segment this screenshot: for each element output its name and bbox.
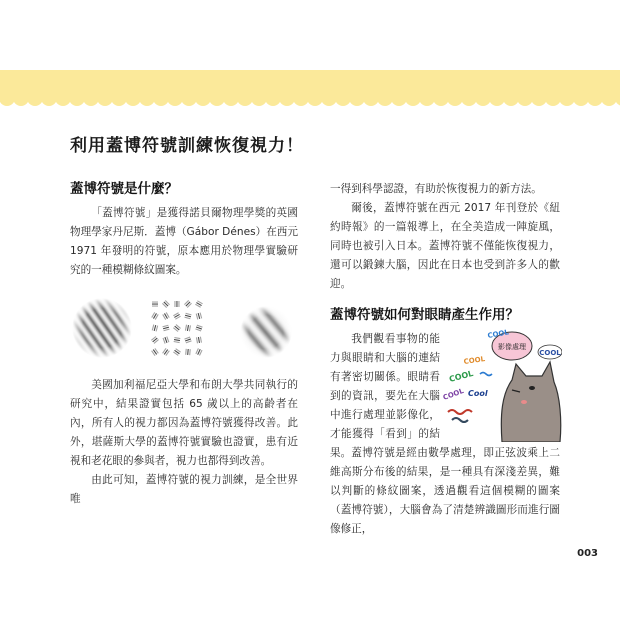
cool-word-1: COOL [539,349,561,357]
gabor-patch-small [229,295,300,368]
gabor-mini-patch [184,337,191,344]
gabor-mini-patch [173,348,181,356]
gabor-mini-patch [195,325,202,332]
gabor-patch-figures [70,290,300,370]
bubble-label: 影像處理 [498,343,526,351]
gabor-mini-patch [152,302,158,307]
paragraph-intro: 「蓋博符號」是獲得諾貝爾物理學獎的英國物理學家丹尼斯．蓋博（Gábor Dénes）在西元 1971 年發明的符號，原本應用於物理學實驗研究的一種模糊條紋圖案。 [70,207,298,276]
illustration-text [330,330,440,463]
paragraph-conclusion: 由此可知，蓋博符號的視力訓練，是全世界唯 [70,474,298,505]
paragraph-eye-brain: 我們觀看事物的能力與眼睛和大腦的連結有著密切關係。眼睛看到的資訊，要先在大腦中進行處理並影像化，才能獲得「看到」的結果。 [330,333,440,459]
gabor-mini-patch [185,325,191,332]
illustration-block [330,328,561,459]
page-title: 利用蓋博符號訓練恢復視力！ [70,136,304,156]
gabor-mini-patch [173,312,181,319]
cool-word-6: COOL [442,387,465,402]
gabor-mini-patch [174,301,179,307]
gabor-mini-patch [151,336,159,344]
gabor-mini-patch [184,300,192,308]
gabor-patch-large [70,290,148,370]
paragraph-nytimes: 爾後，蓋博符號在西元 2017 年刊登於《紐約時報》的一篇報導上，在全美造成一陣旋風，同時也被引入日本。蓋博符號不僅能恢復視力，還可以鍛鍊大腦，因此在日本也受到許多人的歡迎。 [330,202,560,290]
paragraph-math: 蓋博符號是經由數學處理，即正弦波乘上二維高斯分布後的結果，是一種具有深淺差異，難以判斷的條紋圖案，透過觀看這個模糊的圖案（蓋博符號），大腦會為了清楚辨識圖形而進行圖像修正， [330,447,560,535]
gabor-mini-patch [195,348,202,356]
gabor-mini-patch [196,337,202,344]
cool-word-2: COOL [486,328,510,340]
paragraph-continued: 一得到科學認證，有助於恢復視力的新方法。 [330,183,542,195]
cat-brain-illustration [442,324,562,442]
gabor-mini-patch [184,313,191,319]
section-heading-what: 蓋博符號是什麼？ [70,181,178,197]
gabor-mini-patch [195,300,203,307]
gabor-mini-patch [152,324,158,331]
section-heading-how: 蓋博符號如何對眼睛產生作用？ [330,307,519,323]
page-number: 003 [577,548,598,559]
gabor-mini-patch [185,349,191,355]
gabor-mini-patch [173,324,181,332]
gabor-patch-grid [151,300,203,356]
gabor-mini-patch [162,325,169,331]
cool-word-5: Cool [468,389,488,398]
paragraph-research: 美國加利福尼亞大學和布朗大學共同執行的研究中，結果證實包括 65 歲以上的高齡者在內，所有人的視力都因為蓋博符號獲得改善。此外，堪薩斯大學的蓋博符號實驗也證實，患有近視和老花眼的參與者，視力也都得到改善。 [70,379,298,467]
gabor-mini-patch [162,348,170,356]
gabor-mini-patch [151,312,158,320]
right-column [330,180,560,539]
gabor-mini-patch [162,300,170,308]
header-band [0,0,620,108]
cool-word-4: COOL [448,368,475,384]
cool-word-3: COOL [463,355,486,366]
gabor-mini-patch [163,336,170,343]
gabor-mini-patch [162,312,169,320]
gabor-mini-patch [151,348,159,356]
gabor-mini-patch [196,312,202,319]
gabor-mini-patch [174,337,181,343]
